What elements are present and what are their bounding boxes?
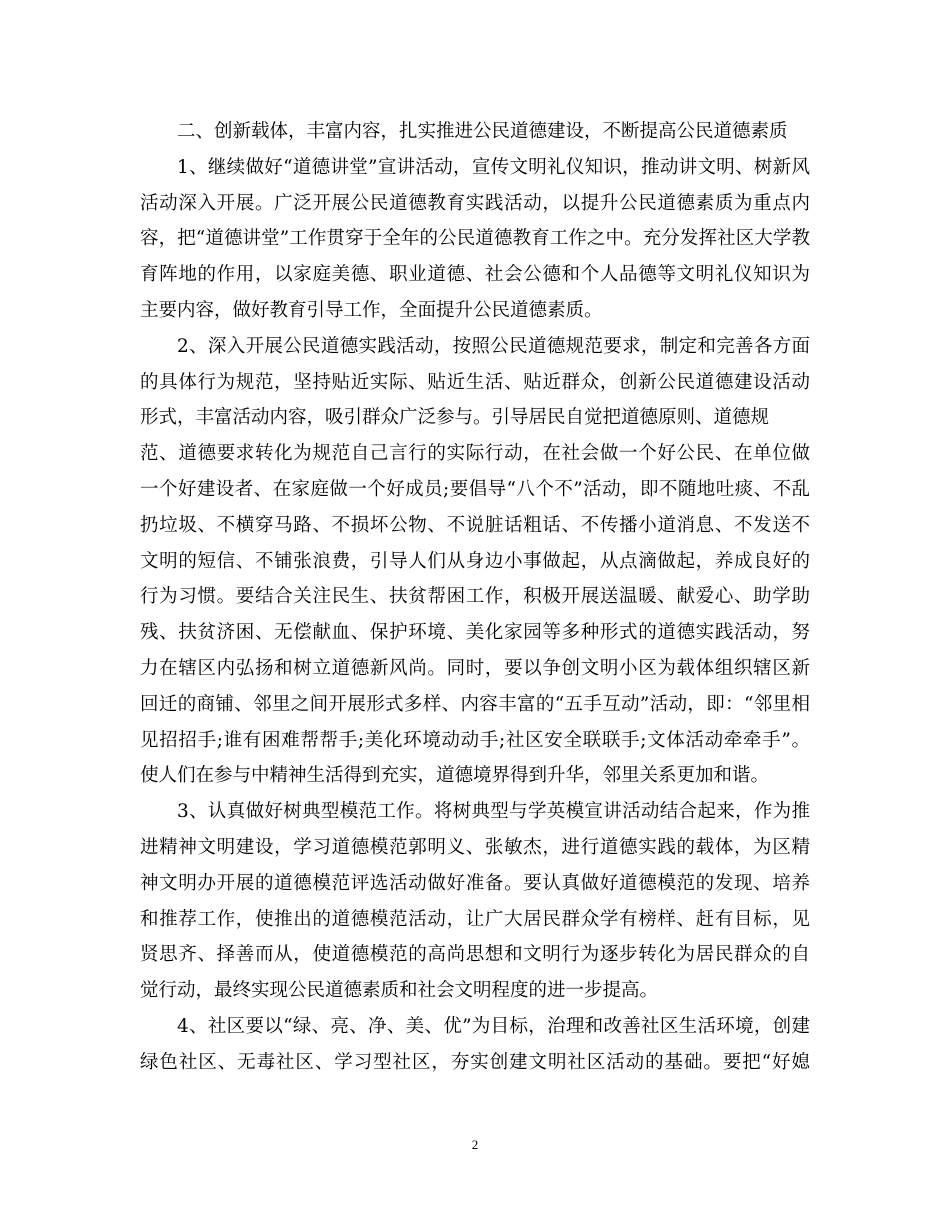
- document-body: [140, 114, 810, 1081]
- text-line: 二、创新载体，丰富内容，扎实推进公民道德建设，不断提高公民道德素质: [177, 121, 788, 142]
- text-line: 扔垃圾、不横穿马路、不损坏公物、不说脏话粗话、不传播小道消息、不发送不: [140, 514, 810, 536]
- text-line: 4、社区要以“绿、亮、净、美、优”为目标，治理和改善社区生活环境，创建: [177, 1015, 810, 1037]
- text-line: 育阵地的作用，以家庭美德、职业道德、社会公德和个人品德等文明礼仪知识为: [140, 264, 810, 286]
- text-line: 1、继续做好“道德讲堂”宣讲活动，宣传文明礼仪知识，推动讲文明、树新风: [177, 156, 810, 178]
- text-line: 形式，丰富活动内容，吸引群众广泛参与。引导居民自觉把道德原则、道德规: [140, 407, 770, 429]
- text-line: 进精神文明建设，学习道德模范郭明义、张敏杰，进行道德实践的载体，为区精: [140, 836, 810, 858]
- text-line: 容，把“道德讲堂”工作贯穿于全年的公民道德教育工作之中。充分发挥社区大学教: [140, 228, 810, 250]
- text-line: 的具体行为规范，坚持贴近实际、贴近生活、贴近群众，创新公民道德建设活动: [140, 371, 810, 393]
- text-line: 行为习惯。要结合关注民生、扶贫帮困工作，积极开展送温暖、献爱心、助学助: [140, 586, 810, 608]
- page-number: 2: [471, 1137, 479, 1152]
- text-line: 神文明办开展的道德模范评选活动做好准备。要认真做好道德模范的发现、培养: [140, 872, 810, 894]
- text-line: 贤思齐、择善而从，使道德模范的高尚思想和文明行为逐步转化为居民群众的自: [140, 944, 810, 966]
- text-line: 残、扶贫济困、无偿献血、保护环境、美化家园等多种形式的道德实践活动，努: [140, 622, 810, 644]
- text-line: 一个好建设者、在家庭做一个好成员;要倡导“八个不”活动，即不随地吐痰、不乱: [140, 478, 810, 500]
- text-line: 2、深入开展公民道德实践活动，按照公民道德规范要求，制定和完善各方面: [177, 335, 810, 357]
- text-line: 和推荐工作，使推出的道德模范活动，让广大居民群众学有榜样、赶有目标，见: [140, 908, 810, 930]
- text-line: 3、认真做好树典型模范工作。将树典型与学英模宣讲活动结合起来，作为推: [177, 801, 810, 823]
- text-line: 力在辖区内弘扬和树立道德新风尚。同时，要以争创文明小区为载体组织辖区新: [140, 657, 810, 679]
- text-line: 见招招手;谁有困难帮帮手;美化环境动动手;社区安全联联手;文体活动牵牵手”。: [140, 729, 810, 751]
- text-line: 绿色社区、无毒社区、学习型社区，夯实创建文明社区活动的基础。要把“好媳: [140, 1051, 810, 1073]
- text-line: 回迁的商铺、邻里之间开展形式多样、内容丰富的“五手互动”活动，即：“邻里相: [140, 693, 810, 715]
- text-line: 活动深入开展。广泛开展公民道德教育实践活动，以提升公民道德素质为重点内: [140, 192, 810, 214]
- text-line: 范、道德要求转化为规范自己言行的实际行动，在社会做一个好公民、在单位做: [140, 443, 810, 465]
- text-line: 文明的短信、不铺张浪费，引导人们从身边小事做起，从点滴做起，养成良好的: [140, 550, 810, 572]
- text-line: 主要内容，做好教育引导工作，全面提升公民道德素质。: [140, 299, 603, 321]
- text-line: 使人们在参与中精神生活得到充实，道德境界得到升华，邻里关系更加和谐。: [140, 765, 770, 787]
- text-line: 觉行动，最终实现公民道德素质和社会文明程度的进一步提高。: [140, 980, 659, 1002]
